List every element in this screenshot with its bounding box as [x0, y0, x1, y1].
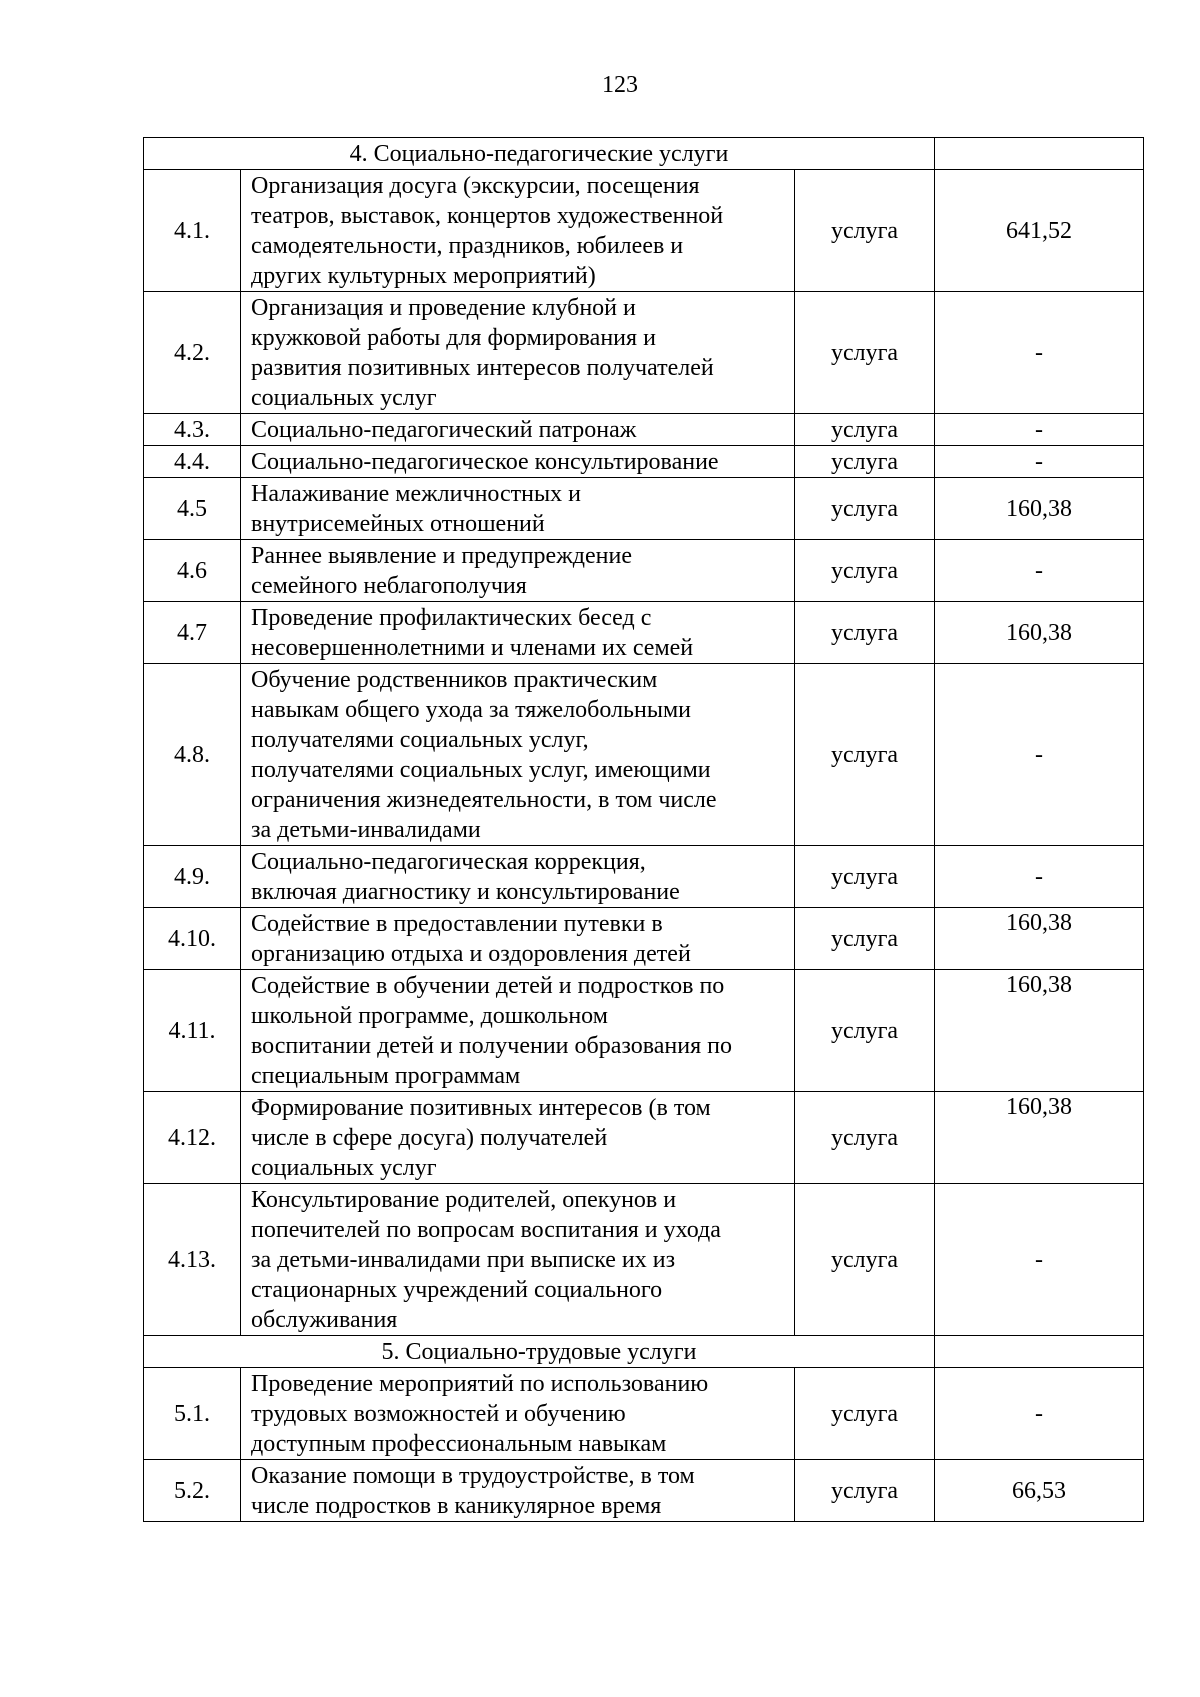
service-name-line: внутрисемейных отношений — [251, 510, 545, 537]
row-number: 4.1. — [144, 170, 241, 292]
service-price: 160,38 — [935, 908, 1144, 970]
service-name — [241, 846, 795, 908]
row-number: 4.11. — [144, 970, 241, 1092]
unit-of-measure: услуга — [795, 1460, 935, 1522]
table-row — [144, 664, 1144, 846]
service-name-line: театров, выставок, концертов художественной — [251, 202, 724, 229]
service-name-line: стационарных учреждений социального — [251, 1276, 663, 1303]
section-title: 5. Социально-трудовые услуги — [144, 1336, 935, 1368]
service-price: - — [935, 292, 1144, 414]
row-number: 4.12. — [144, 1092, 241, 1184]
table-row — [144, 414, 1144, 446]
service-name-line: Социально-педагогическая коррекция, — [251, 848, 646, 875]
service-price: - — [935, 540, 1144, 602]
row-number: 5.1. — [144, 1368, 241, 1460]
service-price: - — [935, 1184, 1144, 1336]
service-price: 160,38 — [935, 602, 1144, 664]
service-price: - — [935, 414, 1144, 446]
unit-of-measure: услуга — [795, 540, 935, 602]
service-name-line: Налаживание межличностных и — [251, 480, 581, 507]
service-name-line: развития позитивных интересов получателей — [251, 354, 714, 381]
row-number: 4.7 — [144, 602, 241, 664]
service-name-line: получателями социальных услуг, — [251, 726, 589, 753]
table-row — [144, 1184, 1144, 1336]
service-name — [241, 970, 795, 1092]
service-name — [241, 414, 795, 446]
section-header-row — [144, 1336, 1144, 1368]
service-name-line: Формирование позитивных интересов (в том — [251, 1094, 711, 1121]
row-number: 4.9. — [144, 846, 241, 908]
table-row — [144, 446, 1144, 478]
service-name-line: семейного неблагополучия — [251, 572, 527, 599]
service-price: 160,38 — [935, 1092, 1144, 1184]
service-name — [241, 1460, 795, 1522]
service-price: 160,38 — [935, 478, 1144, 540]
service-name-line: социальных услуг — [251, 384, 437, 411]
table-row — [144, 846, 1144, 908]
service-name — [241, 170, 795, 292]
row-number: 4.2. — [144, 292, 241, 414]
services-table-body — [144, 138, 1144, 1522]
row-number: 5.2. — [144, 1460, 241, 1522]
service-name-line: других культурных мероприятий) — [251, 262, 596, 289]
service-price: - — [935, 446, 1144, 478]
service-name-line: обслуживания — [251, 1306, 398, 1333]
service-name-line: Содействие в предоставлении путевки в — [251, 910, 663, 937]
row-number: 4.6 — [144, 540, 241, 602]
service-name-line: организацию отдыха и оздоровления детей — [251, 940, 691, 967]
services-table — [143, 137, 1144, 1522]
service-name-line: трудовых возможностей и обучению — [251, 1400, 626, 1427]
service-name-line: Проведение профилактических бесед с — [251, 604, 652, 631]
table-row — [144, 1368, 1144, 1460]
service-name-line: Социально-педагогическое консультирование — [251, 448, 719, 475]
service-name — [241, 292, 795, 414]
unit-of-measure: услуга — [795, 414, 935, 446]
table-row — [144, 540, 1144, 602]
unit-of-measure: услуга — [795, 478, 935, 540]
service-name-line: Социально-педагогический патронаж — [251, 416, 637, 443]
table-row — [144, 1092, 1144, 1184]
section-title: 4. Социально-педагогические услуги — [144, 138, 935, 170]
unit-of-measure: услуга — [795, 292, 935, 414]
service-name-line: Организация и проведение клубной и — [251, 294, 636, 321]
service-name-line: Консультирование родителей, опекунов и — [251, 1186, 677, 1213]
service-name — [241, 1184, 795, 1336]
service-name-line: числе в сфере досуга) получателей — [251, 1124, 608, 1151]
service-name-line: Проведение мероприятий по использованию — [251, 1370, 709, 1397]
service-name-line: специальным программам — [251, 1062, 521, 1089]
service-name-line: числе подростков в каникулярное время — [251, 1492, 662, 1519]
service-name-line: Обучение родственников практическим — [251, 666, 658, 693]
table-row — [144, 1460, 1144, 1522]
table-row — [144, 908, 1144, 970]
service-name-line: школьной программе, дошкольном — [251, 1002, 608, 1029]
service-name-line: получателями социальных услуг, имеющими — [251, 756, 711, 783]
service-name-line: воспитании детей и получении образования по — [251, 1032, 732, 1059]
service-name-line: социальных услуг — [251, 1154, 437, 1181]
unit-of-measure: услуга — [795, 1184, 935, 1336]
service-price: - — [935, 1368, 1144, 1460]
service-name — [241, 664, 795, 846]
service-name-line: самодеятельности, праздников, юбилеев и — [251, 232, 684, 259]
unit-of-measure: услуга — [795, 1092, 935, 1184]
section-header-row — [144, 138, 1144, 170]
service-price: 641,52 — [935, 170, 1144, 292]
service-name — [241, 1092, 795, 1184]
row-number: 4.5 — [144, 478, 241, 540]
service-name-line: за детьми-инвалидами — [251, 816, 481, 843]
table-row — [144, 602, 1144, 664]
unit-of-measure: услуга — [795, 446, 935, 478]
row-number: 4.10. — [144, 908, 241, 970]
service-name — [241, 602, 795, 664]
section-header-empty-cell — [935, 138, 1144, 170]
service-price: - — [935, 664, 1144, 846]
service-price: 160,38 — [935, 970, 1144, 1092]
service-name — [241, 446, 795, 478]
service-name — [241, 478, 795, 540]
row-number: 4.3. — [144, 414, 241, 446]
service-name-line: ограничения жизнедеятельности, в том числе — [251, 786, 717, 813]
unit-of-measure: услуга — [795, 846, 935, 908]
service-name — [241, 540, 795, 602]
service-name-line: несовершеннолетними и членами их семей — [251, 634, 694, 661]
page-number: 123 — [602, 72, 638, 98]
service-name-line: включая диагностику и консультирование — [251, 878, 680, 905]
service-name-line: Раннее выявление и предупреждение — [251, 542, 632, 569]
service-name-line: Оказание помощи в трудоустройстве, в том — [251, 1462, 695, 1489]
table-row — [144, 292, 1144, 414]
row-number: 4.4. — [144, 446, 241, 478]
service-name-line: попечителей по вопросам воспитания и ухода — [251, 1216, 721, 1243]
unit-of-measure: услуга — [795, 664, 935, 846]
service-name-line: доступным профессиональным навыкам — [251, 1430, 667, 1457]
row-number: 4.8. — [144, 664, 241, 846]
service-name-line: Содействие в обучении детей и подростков по — [251, 972, 725, 999]
service-price: - — [935, 846, 1144, 908]
row-number: 4.13. — [144, 1184, 241, 1336]
section-header-empty-cell — [935, 1336, 1144, 1368]
table-row — [144, 170, 1144, 292]
unit-of-measure: услуга — [795, 1368, 935, 1460]
unit-of-measure: услуга — [795, 602, 935, 664]
service-price: 66,53 — [935, 1460, 1144, 1522]
table-row — [144, 970, 1144, 1092]
service-name-line: за детьми-инвалидами при выписке их из — [251, 1246, 676, 1273]
service-name — [241, 908, 795, 970]
unit-of-measure: услуга — [795, 908, 935, 970]
unit-of-measure: услуга — [795, 970, 935, 1092]
unit-of-measure: услуга — [795, 170, 935, 292]
table-row — [144, 478, 1144, 540]
service-name — [241, 1368, 795, 1460]
service-name-line: кружковой работы для формирования и — [251, 324, 656, 351]
service-name-line: Организация досуга (экскурсии, посещения — [251, 172, 700, 199]
service-name-line: навыкам общего ухода за тяжелобольными — [251, 696, 691, 723]
